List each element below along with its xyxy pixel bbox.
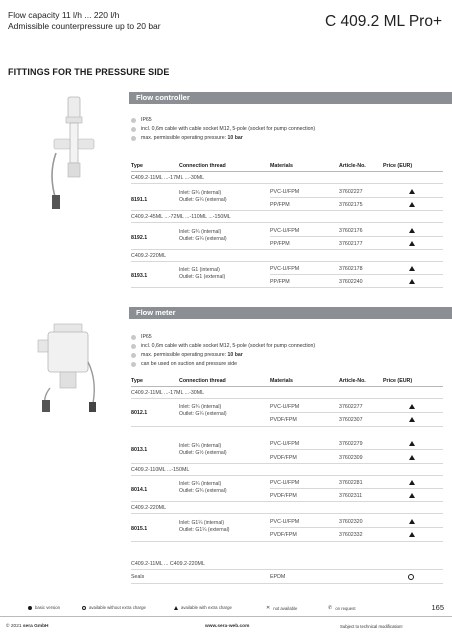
divider <box>131 569 443 570</box>
material: PP/FPM <box>270 279 290 285</box>
divider <box>131 513 443 514</box>
type-code: 8014.1 <box>131 487 148 493</box>
article-number: 37602176 <box>339 228 363 234</box>
legend-not-available: ✕ not available <box>266 605 298 611</box>
divider <box>270 527 443 528</box>
divider <box>270 488 443 489</box>
divider <box>131 171 443 172</box>
extra-charge-icon <box>409 279 415 284</box>
bullet-item: incl. 0,6m cable with cable socket M12, 5-pole (socket for pump connection) <box>131 125 315 134</box>
subject-note: Subject to technical modification! <box>340 624 403 629</box>
extra-charge-icon <box>409 441 415 446</box>
article-number: 37602332 <box>339 532 363 538</box>
article-number: 37602177 <box>339 241 363 247</box>
extra-charge-icon <box>409 266 415 271</box>
footer-divider <box>0 616 452 617</box>
bullet-dot-icon <box>131 118 136 123</box>
type-code: 8193.1 <box>131 273 148 279</box>
article-number: 37602311 <box>339 493 363 499</box>
optional-icon <box>408 574 414 580</box>
article-number: 37602320 <box>339 519 363 525</box>
group-label: C409.2-110ML ...-150ML <box>131 467 190 473</box>
flow-meter-bar: Flow meter <box>129 307 452 319</box>
seals-group-label: C409.2-11ML ... C409.2-220ML <box>131 561 205 567</box>
website-link[interactable]: www.sera-web.com <box>205 624 250 629</box>
material: PVDF/FPM <box>270 455 297 461</box>
divider <box>131 210 443 211</box>
group-label: C409.2-11ML ...-17ML ...-30ML <box>131 175 205 181</box>
extra-charge-icon <box>409 417 415 422</box>
group-label: C409.2-11ML ...-17ML ...-30ML <box>131 390 205 396</box>
extra-charge-icon <box>409 241 415 246</box>
divider <box>131 463 443 464</box>
counterpressure-text: Admissible counterpressure up to 20 bar <box>8 21 161 31</box>
material: PVDF/FPM <box>270 532 297 538</box>
article-number: 37602178 <box>339 266 363 272</box>
bullet-item <box>131 134 315 143</box>
header-subtitle <box>8 10 161 32</box>
flow-controller-table-header <box>131 163 443 171</box>
bullet-item: IP65 <box>131 333 315 342</box>
divider <box>131 541 443 542</box>
divider <box>131 426 443 427</box>
material: PVC-U/FPM <box>270 519 300 525</box>
material: PVC-U/FPM <box>270 441 300 447</box>
col-article: Article-No. <box>339 163 366 169</box>
extra-charge-icon <box>409 532 415 537</box>
divider <box>131 183 443 184</box>
group-label: C409.2-220ML <box>131 253 167 259</box>
seals-material: EPDM <box>270 574 286 580</box>
article-number: 37602281 <box>339 480 363 486</box>
divider <box>131 501 443 502</box>
type-code: 8013.1 <box>131 447 148 453</box>
flow-controller-bullets <box>131 116 315 143</box>
divider <box>131 398 443 399</box>
legend-basic: basic version <box>28 605 60 610</box>
flow-meter-image <box>34 322 104 414</box>
type-code: 8015.1 <box>131 526 148 532</box>
divider <box>131 222 443 223</box>
type-code: 8191.1 <box>131 197 148 203</box>
connection-thread: Inlet: G¾ (internal) Outlet: G¼ (external) <box>179 190 227 203</box>
bullet-dot-icon <box>131 127 136 132</box>
material: PVDF/FPM <box>270 493 297 499</box>
legend-optional: available without extra charge <box>82 605 146 610</box>
divider <box>270 274 443 275</box>
connection-thread: Inlet: G¾ (internal) Outlet: G¼ (external) <box>179 404 227 417</box>
bullet-item: incl. 0,6m cable with cable socket M12, 5-pole (socket for pump connection) <box>131 342 315 351</box>
bullet-dot-icon <box>131 353 136 358</box>
extra-charge-icon <box>409 493 415 498</box>
material: PVC-U/FPM <box>270 404 300 410</box>
article-number: 37602227 <box>339 189 363 195</box>
divider <box>131 249 443 250</box>
article-number: 37602279 <box>339 441 363 447</box>
divider <box>270 197 443 198</box>
divider <box>131 475 443 476</box>
col-type: Type <box>131 378 143 384</box>
seals-label: Seals <box>131 574 145 580</box>
pressure-text: max. permissible operating pressure: 10 bar <box>141 352 243 358</box>
connection-thread: Inlet: G¾ (internal) Outlet: G¼ (external) <box>179 229 227 242</box>
divider <box>131 287 443 288</box>
col-materials: Materials <box>270 163 293 169</box>
section-title: FITTINGS FOR THE PRESSURE SIDE <box>8 67 170 77</box>
legend-extra: available with extra charge <box>174 605 232 610</box>
col-price: Price (EUR) <box>383 378 413 384</box>
optional-icon <box>82 606 86 610</box>
material: PVC-U/FPM <box>270 480 300 486</box>
bullet-dot-icon <box>131 344 136 349</box>
connection-thread: Inlet: G¾ (internal) Outlet: G¾ (external) <box>179 481 227 494</box>
connection-thread: Inlet: G1¼ (internal) Outlet: G1¼ (external) <box>179 520 230 533</box>
not-available-icon: ✕ <box>266 605 271 611</box>
flow-meter-bullets <box>131 333 315 369</box>
article-number: 37602240 <box>339 279 363 285</box>
copyright: © 2021 sera GmbH <box>6 624 49 629</box>
col-article: Article-No. <box>339 378 366 384</box>
col-materials: Materials <box>270 378 293 384</box>
divider <box>131 583 443 584</box>
extra-charge-icon <box>409 189 415 194</box>
basic-version-icon <box>28 606 32 610</box>
col-type: Type <box>131 163 143 169</box>
article-number: 37602307 <box>339 417 363 423</box>
extra-charge-icon <box>409 480 415 485</box>
group-label: C409.2-45ML ...-72ML ...-110ML ...-150ML <box>131 214 231 220</box>
col-connection: Connection thread <box>179 163 226 169</box>
bullet-dot-icon <box>131 335 136 340</box>
bullet-item <box>131 351 315 360</box>
legend-on-request: ✆ on request <box>328 605 356 611</box>
group-label: C409.2-220ML <box>131 505 167 511</box>
extra-charge-icon <box>409 228 415 233</box>
col-price: Price (EUR) <box>383 163 413 169</box>
company-name: sera GmbH <box>22 624 49 629</box>
material: PP/FPM <box>270 202 290 208</box>
divider <box>270 449 443 450</box>
product-title: C 409.2 ML Pro+ <box>324 13 442 30</box>
extra-charge-icon <box>174 606 178 610</box>
flow-capacity-text: Flow capacity 11 l/h ... 220 l/h <box>8 10 120 20</box>
connection-thread: Inlet: G¾ (internal) Outlet: G½ (external) <box>179 443 227 456</box>
divider <box>131 261 443 262</box>
on-request-icon: ✆ <box>328 605 333 611</box>
type-code: 8012.1 <box>131 410 148 416</box>
pressure-text: max. permissible operating pressure: 10 bar <box>141 135 243 141</box>
article-number: 37602277 <box>339 404 363 410</box>
extra-charge-icon <box>409 519 415 524</box>
flow-controller-image <box>46 95 102 215</box>
extra-charge-icon <box>409 404 415 409</box>
divider <box>131 386 443 387</box>
material: PVC-U/FPM <box>270 189 300 195</box>
connection-thread: Inlet: G1 (internal) Outlet: G1 (external) <box>179 267 226 280</box>
bullet-dot-icon <box>131 362 136 367</box>
bullet-dot-icon <box>131 136 136 141</box>
material: PVC-U/FPM <box>270 228 300 234</box>
col-connection: Connection thread <box>179 378 226 384</box>
extra-charge-icon <box>409 455 415 460</box>
divider <box>270 236 443 237</box>
legend <box>28 605 418 613</box>
bullet-item: IP65 <box>131 116 315 125</box>
bullet-item: can be used on suction and pressure side <box>131 360 315 369</box>
type-code: 8192.1 <box>131 235 148 241</box>
material: PP/FPM <box>270 241 290 247</box>
page-number: 165 <box>431 603 444 612</box>
flow-controller-bar: Flow controller <box>129 92 452 104</box>
material: PVC-U/FPM <box>270 266 300 272</box>
flow-meter-table-header <box>131 378 443 386</box>
extra-charge-icon <box>409 202 415 207</box>
article-number: 37602309 <box>339 455 363 461</box>
article-number: 37602175 <box>339 202 363 208</box>
divider <box>270 412 443 413</box>
material: PVDF/FPM <box>270 417 297 423</box>
